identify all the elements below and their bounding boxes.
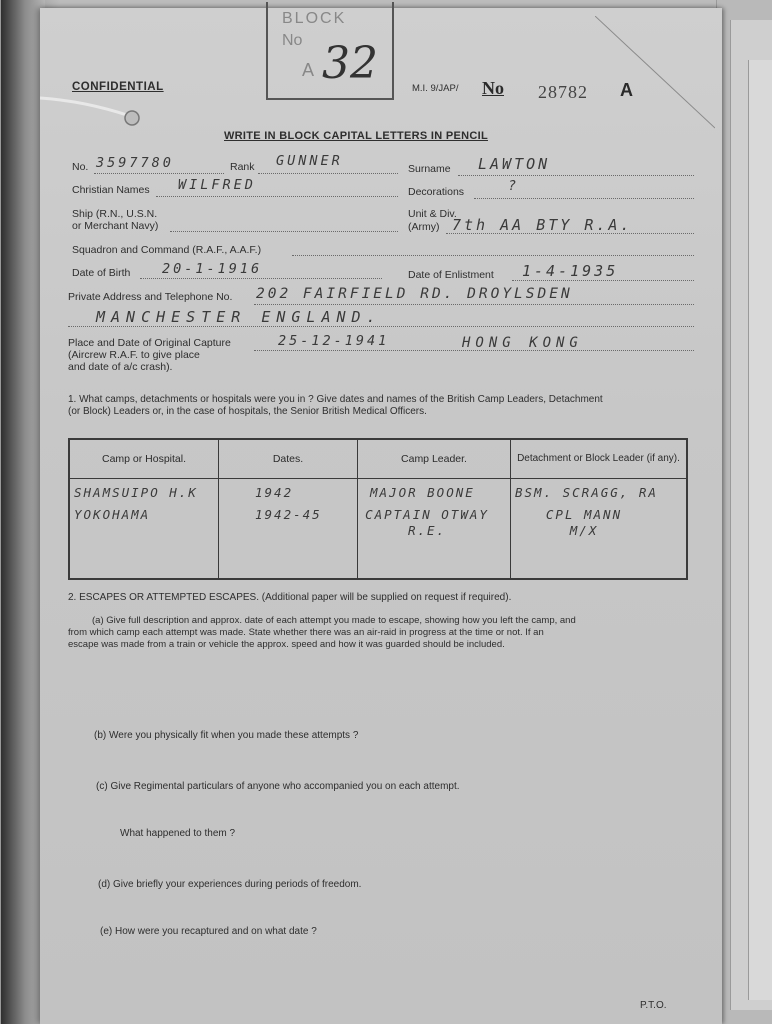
capture-label-3: and date of a/c crash). <box>68 361 173 373</box>
camp-leader: CAPTAIN OTWAY R.E. <box>365 507 489 538</box>
capture-date: 25-12-1941 <box>278 333 390 349</box>
squadron-label: Squadron and Command (R.A.F., A.A.F.) <box>72 244 262 256</box>
unit-label-2: (Army) <box>408 221 440 233</box>
form-number: 28782 <box>538 82 588 102</box>
corner-fold <box>595 16 715 136</box>
section-2e-question: (e) How were you recaptured and on what date ? <box>100 926 317 937</box>
section-1-question: 1. What camps, detachments or hospitals were you in ? Give dates and names of the British Camp Leaders, Detachment <box>68 394 603 405</box>
table-header-row <box>69 439 687 479</box>
section-2b-question: (b) Were you physically fit when you made these attempts ? <box>94 730 359 741</box>
stamp-number: 32 <box>322 38 378 89</box>
rank-value: GUNNER <box>276 153 343 169</box>
christian-names-line <box>156 196 398 197</box>
date-of-enlistment-line <box>512 280 694 281</box>
section-2a-line-2: from which camp each attempt was made. State whether there was an air-raid in progress at the time or not. If an <box>68 627 544 638</box>
address-line-rule-2 <box>68 326 694 327</box>
dates-cell <box>219 479 358 580</box>
date-of-birth-label: Date of Birth <box>72 267 131 279</box>
section-2c-question: (c) Give Regimental particulars of anyone who accompanied you on each attempt. <box>96 781 460 792</box>
stamp-letter: A <box>302 60 315 80</box>
service-number-line <box>94 173 224 174</box>
surname-value: LAWTON <box>478 155 551 173</box>
capture-label-2: (Aircrew R.A.F. to give place <box>68 349 200 361</box>
service-number-value: 3597780 <box>96 155 174 171</box>
rank-label: Rank <box>230 161 255 173</box>
instruction-heading: WRITE IN BLOCK CAPITAL LETTERS IN PENCIL <box>224 130 488 142</box>
address-line-rule-1 <box>254 304 694 305</box>
unit-value: 7th AA BTY R.A. <box>452 216 633 234</box>
pto-label: P.T.O. <box>640 1000 667 1011</box>
camp-name: YOKOHAMA <box>74 507 151 522</box>
camp-dates: 1942 <box>255 485 294 500</box>
surname-label: Surname <box>408 163 451 175</box>
capture-place: HONG KONG <box>462 335 583 351</box>
camps-table <box>68 438 688 580</box>
christian-names-value: WILFRED <box>178 177 256 193</box>
form-suffix: A <box>620 80 633 100</box>
back-sheet <box>0 0 45 1024</box>
date-of-birth-value: 20-1-1916 <box>162 261 263 277</box>
stamp-no-text: No <box>282 32 303 49</box>
address-line-2: MANCHESTER ENGLAND. <box>96 308 382 326</box>
decorations-value: ? <box>508 178 520 194</box>
detachment-leader: BSM. SCRAGG, RA <box>515 485 658 500</box>
camp-leader: MAJOR BOONE <box>370 485 475 500</box>
form-page <box>40 8 722 1024</box>
unit-label: Unit & Div. <box>408 208 457 220</box>
capture-label: Place and Date of Original Capture <box>68 337 231 349</box>
squadron-line <box>292 255 694 256</box>
table-row <box>69 479 687 580</box>
service-number-label: No. <box>72 161 89 173</box>
rank-line <box>258 173 398 174</box>
decorations-label: Decorations <box>408 186 465 198</box>
detachment-leader: CPL MANN M/X <box>545 507 623 538</box>
section-2c-followup: What happened to them ? <box>120 828 236 839</box>
mi-reference: M.I. 9/JAP/ <box>412 83 459 94</box>
ship-label: Ship (R.N., U.S.N. <box>72 208 158 220</box>
back-sheet <box>748 60 772 1000</box>
unit-line <box>446 233 694 234</box>
capture-line <box>254 350 694 351</box>
section-2a-line-3: escape was made from a train or vehicle the approx. speed and how it was guarded should be included. <box>68 639 505 650</box>
address-line-1: 202 FAIRFIELD RD. DROYLSDEN <box>256 286 573 302</box>
stamp-block-text: BLOCK <box>282 10 347 27</box>
camp-dates: 1942-45 <box>255 507 322 522</box>
section-2d-question: (d) Give briefly your experiences during periods of freedom. <box>98 879 362 890</box>
camp-name: SHAMSUIPO H.K <box>74 485 198 500</box>
christian-names-label: Christian Names <box>72 184 150 196</box>
section-1-question-2: (or Block) Leaders or, in the case of hospitals, the Senior British Medical Officers. <box>68 406 427 417</box>
date-of-enlistment-label: Date of Enlistment <box>408 269 494 281</box>
date-of-enlistment-value: 1-4-1935 <box>522 262 619 280</box>
camp-leader-cell <box>358 479 511 580</box>
ship-label-2: or Merchant Navy) <box>72 220 159 232</box>
date-of-birth-line <box>140 278 382 279</box>
string-tag <box>40 88 145 128</box>
camp-leader-header: Camp Leader. <box>358 439 511 479</box>
detachment-header: Detachment or Block Leader (if any). <box>511 439 688 479</box>
surname-line <box>458 175 694 176</box>
block-stamp <box>266 2 394 100</box>
decorations-line <box>474 198 694 199</box>
dates-header: Dates. <box>219 439 358 479</box>
camp-cell <box>69 479 219 580</box>
section-2a-line-1: (a) Give full description and approx. date of each attempt you made to escape, showing how you left the camp, and <box>92 615 576 626</box>
section-2-heading: 2. ESCAPES OR ATTEMPTED ESCAPES. (Additional paper will be supplied on request if required). <box>68 592 512 603</box>
address-label: Private Address and Telephone No. <box>68 291 233 303</box>
camp-header: Camp or Hospital. <box>69 439 219 479</box>
confidential-label: CONFIDENTIAL <box>72 81 164 93</box>
detachment-cell <box>511 479 688 580</box>
ship-line <box>170 231 398 232</box>
number-label: No <box>482 78 504 98</box>
